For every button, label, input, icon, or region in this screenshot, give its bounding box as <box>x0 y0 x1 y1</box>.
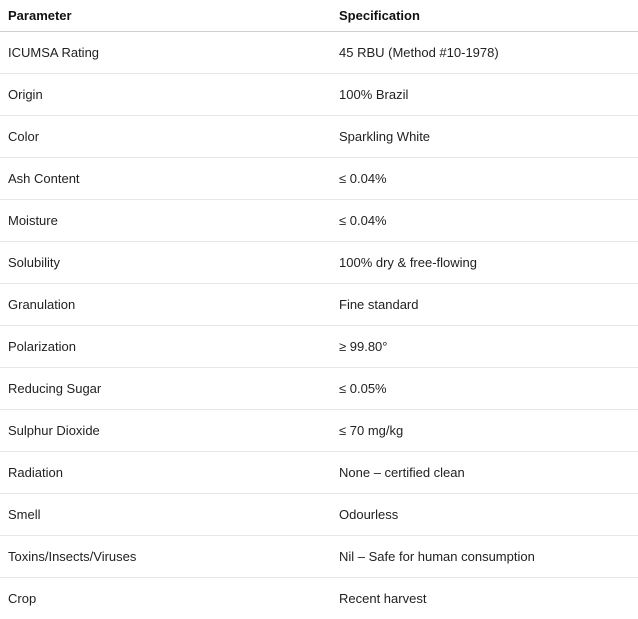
header-parameter: Parameter <box>0 0 331 32</box>
table-row <box>0 578 638 619</box>
specification-cell: ≤ 0.05% <box>331 368 638 410</box>
specification-cell: ≥ 99.80° <box>331 326 638 368</box>
parameter-cell: Toxins/Insects/Viruses <box>0 536 331 578</box>
specification-cell: None – certified clean <box>331 452 638 494</box>
table-row <box>0 116 638 158</box>
table-row <box>0 536 638 578</box>
table-row <box>0 410 638 452</box>
parameter-cell: Moisture <box>0 200 331 242</box>
table-row <box>0 494 638 536</box>
specification-cell: Fine standard <box>331 284 638 326</box>
specification-cell: 100% dry & free-flowing <box>331 242 638 284</box>
table-row <box>0 368 638 410</box>
table-body <box>0 32 638 619</box>
parameter-cell: Radiation <box>0 452 331 494</box>
specification-cell: ≤ 0.04% <box>331 200 638 242</box>
parameter-cell: Polarization <box>0 326 331 368</box>
specification-cell: Sparkling White <box>331 116 638 158</box>
table-row <box>0 326 638 368</box>
parameter-cell: Solubility <box>0 242 331 284</box>
specification-cell: Recent harvest <box>331 578 638 619</box>
table-row <box>0 74 638 116</box>
specification-cell: Odourless <box>331 494 638 536</box>
specification-cell: ≤ 70 mg/kg <box>331 410 638 452</box>
specification-cell: Nil – Safe for human consumption <box>331 536 638 578</box>
specification-cell: 100% Brazil <box>331 74 638 116</box>
specification-cell: ≤ 0.04% <box>331 158 638 200</box>
parameter-cell: Reducing Sugar <box>0 368 331 410</box>
parameter-cell: Origin <box>0 74 331 116</box>
table-row <box>0 158 638 200</box>
table-row <box>0 200 638 242</box>
table-row <box>0 32 638 74</box>
parameter-cell: ICUMSA Rating <box>0 32 331 74</box>
parameter-cell: Crop <box>0 578 331 619</box>
parameter-cell: Ash Content <box>0 158 331 200</box>
header-specification: Specification <box>331 0 638 32</box>
specification-cell: 45 RBU (Method #10-1978) <box>331 32 638 74</box>
header-row <box>0 0 638 32</box>
parameter-cell: Granulation <box>0 284 331 326</box>
table-row <box>0 284 638 326</box>
table-header <box>0 0 638 32</box>
parameter-cell: Sulphur Dioxide <box>0 410 331 452</box>
table-row <box>0 242 638 284</box>
parameter-cell: Smell <box>0 494 331 536</box>
parameter-cell: Color <box>0 116 331 158</box>
table-row <box>0 452 638 494</box>
